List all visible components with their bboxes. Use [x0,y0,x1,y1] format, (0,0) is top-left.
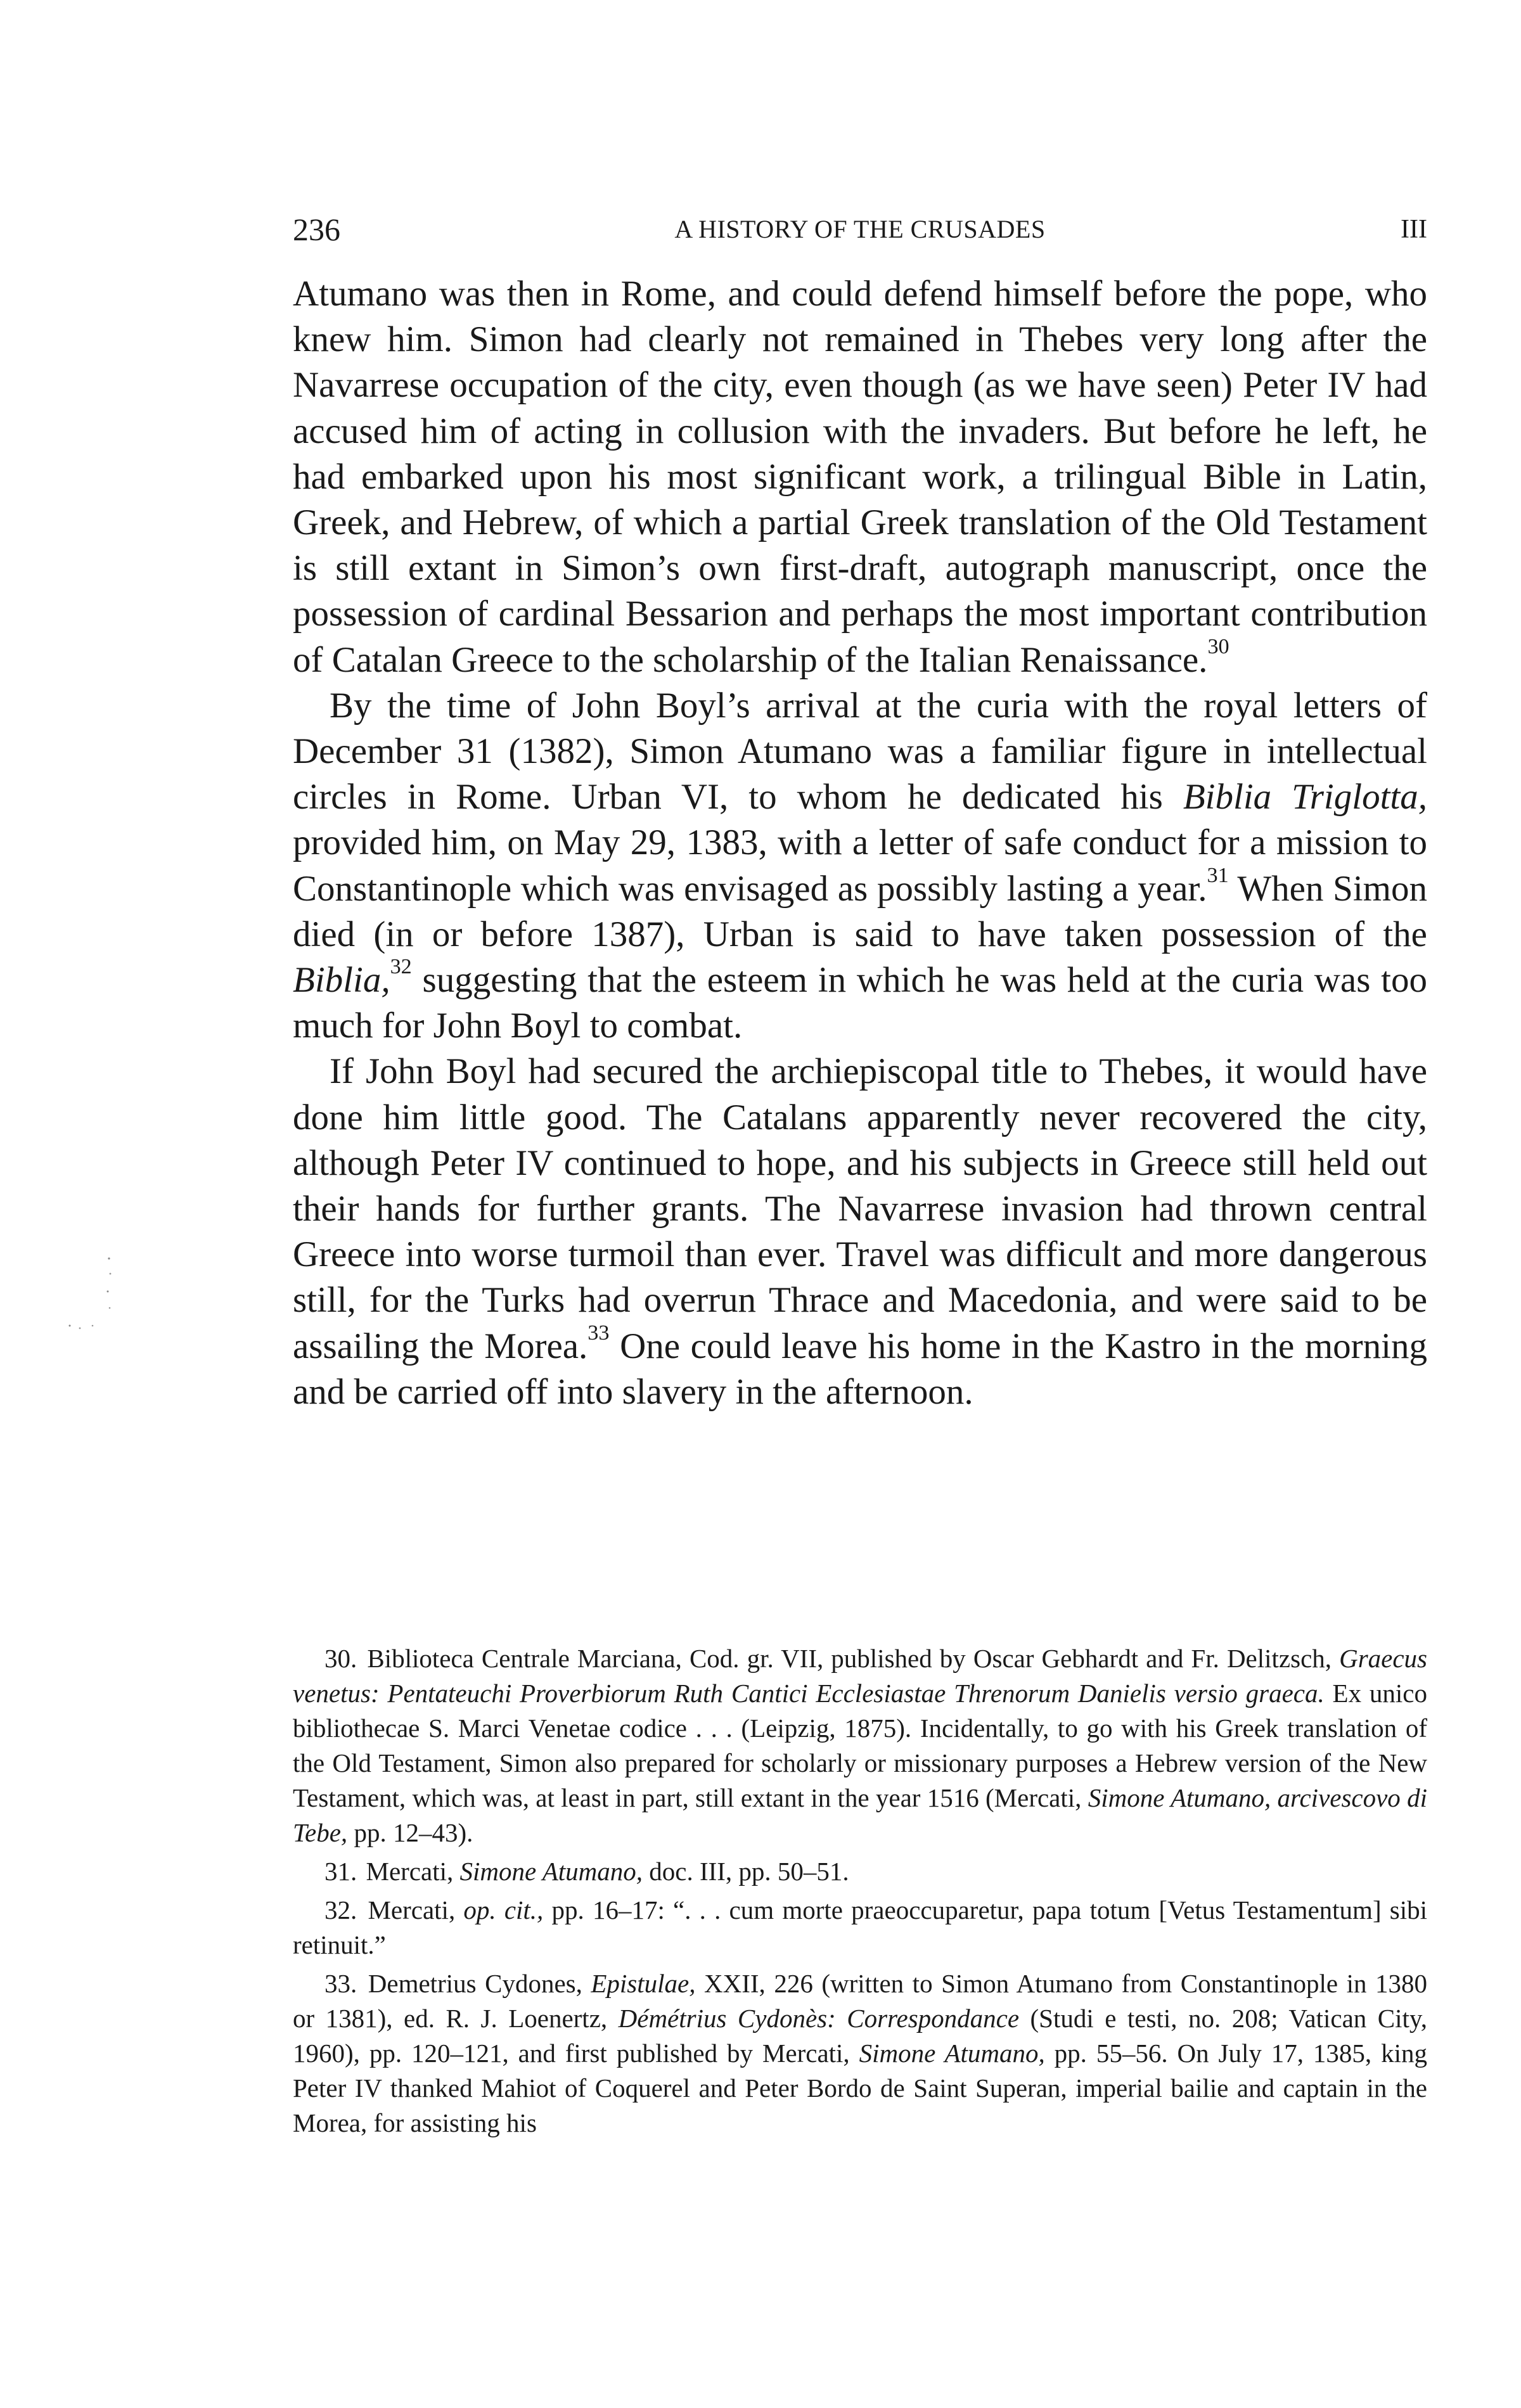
footnote-32-text-a: Mercati, [368,1895,464,1924]
paragraph-2-text-a: By the time of John Boyl’s arrival at the curia with the royal letters of December 31 (1382), Simon Atumano was a familiar figure in intellectual circles in Rome. Urban VI, to whom he dedicated his [293,685,1427,817]
page-number: 236 [293,212,340,247]
volume-number: III [1401,215,1427,244]
footnote-31-text-b: doc. III, pp. 50–51. [643,1857,849,1886]
footnotes [293,1641,1427,2144]
footnote-ref-32[interactable]: 32 [390,954,412,978]
footnote-31-italic-ref: Simone Atumano, [459,1857,643,1886]
paragraph-2-italic-biblia-triglotta: Biblia Triglotta, [1183,777,1427,817]
footnote-31-text-a: Mercati, [366,1857,460,1886]
footnote-ref-31[interactable]: 31 [1207,863,1229,887]
paragraph-2-text-d: suggesting that the esteem in which he was held at the curia was too much for John Boyl to combat. [293,960,1427,1046]
footnote-33-text-c: (Studi e testi, no. 208; Vatican City, 1960), pp. 120–121, and first published by Mercati, [293,2004,1427,2068]
paragraph-1-text: Atumano was then in Rome, and could defend himself before the pope, who knew him. Simon had clearly not remained in Thebes very long after the Navarrese occupation of the city, even though (as we have seen) Peter IV had accused him of acting in collusion with the invaders. But before he left, he had embarked upon his most significant work, a trilingual Bible in Latin, Greek, and Hebrew, of which a partial Greek translation of the Old Testament is still extant in Simon’s own first-draft, autograph manuscript, once the possession of cardinal Bessarion and perhaps the most important contribution of Catalan Greece to the scholarship of the Italian Renaissance. [293,274,1427,680]
footnote-33-number: 33. [324,1969,357,1998]
footnote-30-italic-title: Graecus venetus: Pentateuchi Proverbiorum Ruth Cantici Ecclesiastae Threnorum Danielis versio graeca. [293,1644,1428,1708]
paragraph-3 [293,1049,1427,1415]
footnote-33-italic-simone-atumano: Simone Atumano, [859,2039,1045,2068]
footnote-33-italic-correspondance: Démétrius Cydonès: Correspondance [618,2004,1020,2033]
paragraph-2-italic-biblia: Biblia, [293,960,390,1001]
footnote-30-italic-ref: Simone Atumano, arcivescovo di Tebe, [293,1783,1427,1847]
paragraph-1 [293,271,1427,683]
footnote-ref-33[interactable]: 33 [587,1321,610,1345]
paragraph-2-text-b: provided him, on May 29, 1383, with a letter of safe conduct for a mission to Constantinople which was envisaged as possibly lasting a year. [293,823,1427,909]
footnote-32-text-b: pp. 16–17: “. . . cum morte praeoccuparetur, papa totum [Vetus Testamentum] sibi retinuit.” [293,1895,1428,1959]
footnote-32 [293,1893,1427,1963]
paragraph-3-text-b: One could leave his home in the Kastro in the morning and be carried off into slavery in the afternoon. [293,1326,1427,1412]
scan-specks [63,1255,127,1343]
footnote-32-number: 32. [324,1895,357,1924]
book-title: A HISTORY OF THE CRUSADES [674,215,1046,243]
paragraph-2 [293,683,1427,1049]
paragraph-3-text-a: If John Boyl had secured the archiepiscopal title to Thebes, it would have done him little good. The Catalans apparently never recovered the city, although Peter IV continued to hope, and his subjects in Greece still held out their hands for further grants. The Navarrese invasion had thrown central Greece into worse turmoil than ever. Travel was difficult and more dangerous still, for the Turks had overrun Thrace and Macedonia, and were said to be assailing the Morea. [293,1051,1427,1366]
footnote-33 [293,1966,1427,2141]
running-head [293,204,1427,255]
paragraph-2-text-c: When Simon died (in or before 1387), Urban is said to have taken possession of the [293,868,1428,954]
footnote-30-text-c: pp. 12–43). [347,1818,473,1847]
footnote-30-text-b: Ex unico bibliothecae S. Marci Venetae codice . . . (Leipzig, 1875). Incidentally, to go with his Greek translation of the Old Testament, Simon also prepared for scholarly or missionary purposes a Hebrew version of the New Testament, which was, at least in part, still extant in the year 1516 (Mercati, [293,1679,1427,1812]
footnote-33-text-a: Demetrius Cydones, [368,1969,591,1998]
footnote-30-text-a: Biblioteca Centrale Marciana, Cod. gr. VII, published by Oscar Gebhardt and Fr. Delitzsch, [367,1644,1340,1673]
body-text [293,271,1427,1415]
footnote-33-text-d: pp. 55–56. On July 17, 1385, king Peter IV thanked Mahiot of Coquerel and Peter Bordo de Saint Superan, imperial bailie and captain in the Morea, for assisting his [293,2039,1427,2137]
footnote-30-number: 30. [324,1644,357,1673]
footnote-33-text-b: XXII, 226 (written to Simon Atumano from Constantinople in 1380 or 1381), ed. R. J. Loenertz, [293,1969,1427,2033]
footnote-ref-30[interactable]: 30 [1207,634,1229,658]
footnote-33-italic-epistulae: Epistulae, [591,1969,696,1998]
footnote-31 [293,1854,1427,1889]
footnote-30 [293,1641,1427,1850]
footnote-32-italic-ref: op. cit., [463,1895,544,1924]
footnote-31-number: 31. [324,1857,357,1886]
